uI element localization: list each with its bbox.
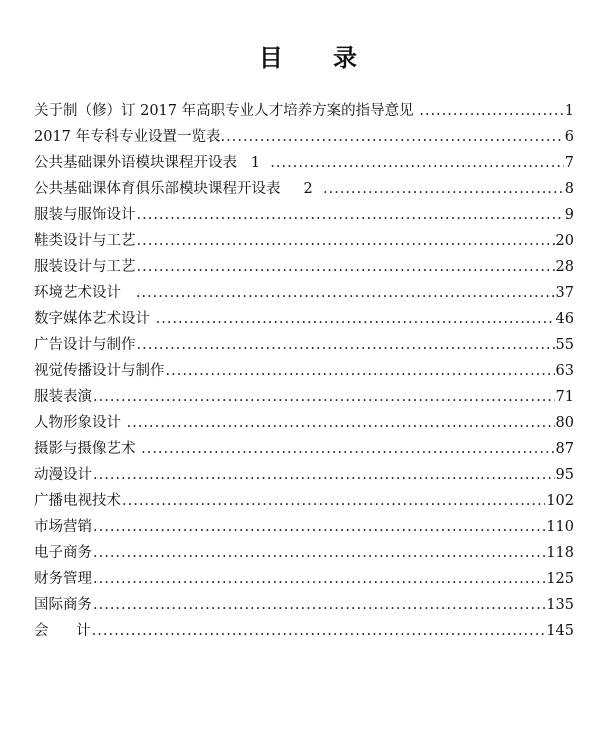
toc-entry (34, 254, 574, 280)
toc-leader-dots (137, 202, 564, 228)
toc-entry-page: 71 (555, 389, 574, 405)
toc-entry-page: 28 (555, 259, 574, 275)
toc-leader-dots (270, 150, 563, 176)
toc-entry-page: 37 (555, 285, 574, 301)
page-title: 目 录 (258, 44, 358, 72)
toc-entry (34, 436, 574, 462)
toc-entry-label: 服装与服饰设计 (34, 207, 136, 223)
toc-entry-page: 125 (546, 571, 574, 587)
toc-entry-label: 广播电视技术 (34, 493, 121, 509)
toc-leader-dots (137, 254, 555, 280)
toc-entry-label: 数字媒体艺术设计 (34, 311, 155, 327)
toc-entry-page: 102 (546, 493, 574, 509)
toc-entry-label: 摄影与摄像艺术 (34, 441, 141, 457)
toc-leader-dots (93, 540, 545, 566)
toc-entry-label: 电子商务 (34, 545, 92, 561)
toc-entry-page: 46 (555, 311, 574, 327)
toc-entry-label: 服装设计与工艺 (34, 259, 136, 275)
toc-entry-page: 1 (564, 103, 574, 119)
toc-entry-page: 110 (546, 519, 574, 535)
toc-entry (34, 358, 574, 384)
toc-entry-label: 人物形象设计 (34, 415, 126, 431)
toc-leader-dots (137, 332, 555, 358)
toc-entry-label: 公共基础课外语模块课程开设表 1 (34, 155, 270, 171)
toc-entry-page: 95 (555, 467, 574, 483)
toc-entry-page: 80 (555, 415, 574, 431)
toc-entry (34, 488, 574, 514)
toc-entry (34, 410, 574, 436)
toc-entry-page: 118 (546, 545, 574, 561)
toc-entry-label: 会 计 (34, 623, 91, 639)
table-of-contents (34, 98, 574, 644)
toc-entry-label: 关于制（修）订 2017 年高职专业人才培养方案的指导意见 (34, 103, 419, 119)
toc-entry-label: 动漫设计 (34, 467, 92, 483)
toc-entry-page: 63 (555, 363, 574, 379)
toc-entry (34, 280, 574, 306)
toc-leader-dots (419, 98, 564, 124)
toc-entry (34, 462, 574, 488)
toc-entry-page: 8 (564, 181, 574, 197)
toc-entry-label: 国际商务 (34, 597, 92, 613)
toc-leader-dots (156, 306, 555, 332)
toc-entry (34, 514, 574, 540)
toc-entry (34, 150, 574, 176)
toc-leader-dots (92, 618, 546, 644)
toc-leader-dots (136, 280, 555, 306)
toc-entry (34, 176, 574, 202)
toc-entry (34, 228, 574, 254)
toc-entry (34, 384, 574, 410)
toc-entry (34, 202, 574, 228)
toc-entry (34, 566, 574, 592)
toc-entry (34, 332, 574, 358)
toc-leader-dots (93, 384, 555, 410)
toc-entry-page: 135 (546, 597, 574, 613)
toc-entry (34, 592, 574, 618)
toc-entry-label: 鞋类设计与工艺 (34, 233, 136, 249)
toc-entry-page: 9 (564, 207, 574, 223)
toc-entry-label: 视觉传播设计与制作 (34, 363, 165, 379)
toc-leader-dots (93, 566, 545, 592)
toc-entry (34, 306, 574, 332)
toc-entry-label: 市场营销 (34, 519, 92, 535)
toc-leader-dots (323, 176, 564, 202)
toc-entry-page: 20 (555, 233, 574, 249)
toc-entry-label: 公共基础课体育俱乐部模块课程开设表 2 (34, 181, 322, 197)
toc-entry-page: 55 (555, 337, 574, 353)
toc-entry-page: 7 (564, 155, 574, 171)
toc-entry-label: 环境艺术设计 (34, 285, 135, 301)
toc-leader-dots (226, 124, 564, 150)
toc-leader-dots (127, 410, 555, 436)
toc-leader-dots (93, 592, 545, 618)
toc-entry-label: 财务管理 (34, 571, 92, 587)
toc-leader-dots (93, 462, 555, 488)
toc-leader-dots (137, 228, 555, 254)
toc-leader-dots (122, 488, 545, 514)
toc-entry (34, 618, 574, 644)
toc-leader-dots (93, 514, 545, 540)
toc-entry (34, 98, 574, 124)
toc-leader-dots (166, 358, 555, 384)
toc-entry-label: 2017 年专科专业设置一览表. (34, 129, 226, 145)
toc-entry (34, 124, 574, 150)
toc-entry-label: 服装表演 (34, 389, 92, 405)
toc-leader-dots (141, 436, 554, 462)
toc-entry-page: 6 (564, 129, 574, 145)
toc-entry (34, 540, 574, 566)
toc-entry-page: 87 (555, 441, 574, 457)
toc-entry-label: 广告设计与制作 (34, 337, 136, 353)
toc-entry-page: 145 (546, 623, 574, 639)
